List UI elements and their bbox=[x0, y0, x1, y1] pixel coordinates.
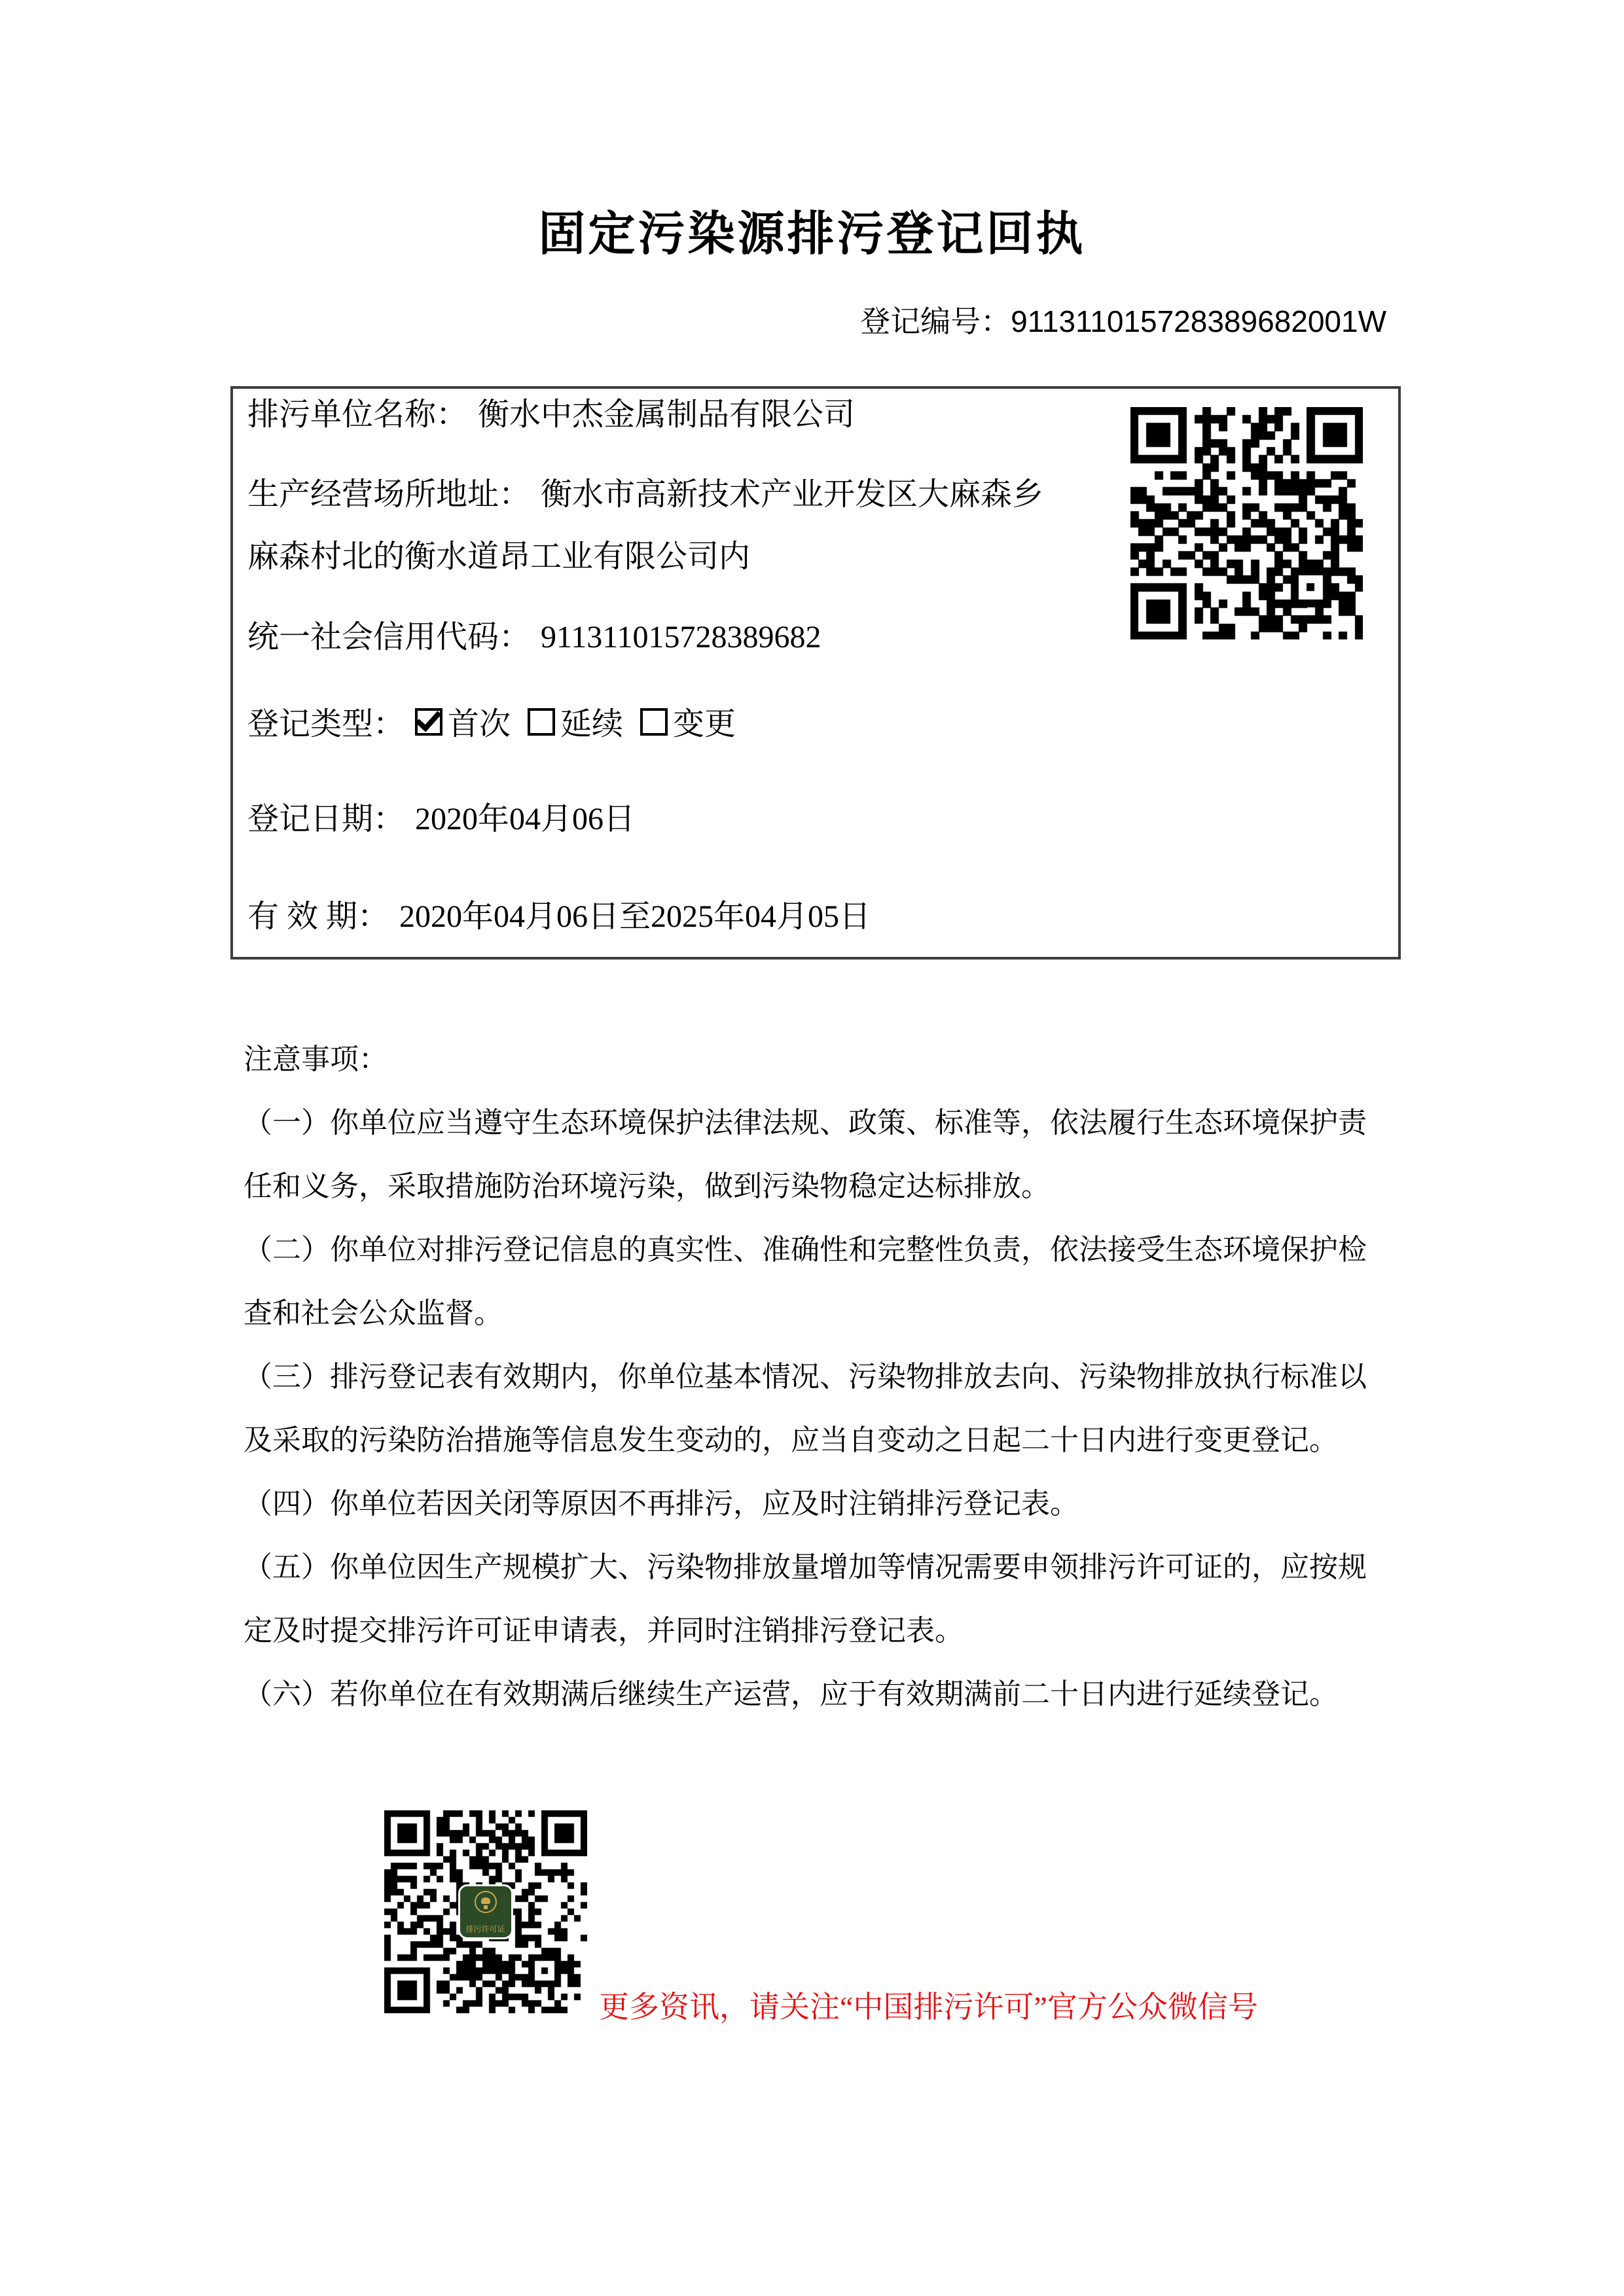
validity-period-row bbox=[247, 901, 871, 933]
address-row bbox=[247, 479, 1043, 511]
notes-heading: 注意事项： bbox=[244, 1043, 388, 1075]
validity-period-label: 有 效 期： bbox=[247, 899, 389, 934]
unit-name-value: 衡水中杰金属制品有限公司 bbox=[478, 397, 856, 432]
registration-number-label: 登记编号： bbox=[860, 304, 1011, 338]
registration-type-row bbox=[247, 708, 753, 740]
address-row-line2 bbox=[247, 541, 750, 573]
checkbox-checked-icon bbox=[415, 708, 442, 736]
registration-date-value: 2020年04月06日 bbox=[415, 802, 636, 836]
promo-text: 更多资讯，请关注“中国排污许可”官方公众微信号 bbox=[599, 1990, 1258, 2024]
address-value-line1: 衡水市高新技术产业开发区大麻森乡 bbox=[541, 477, 1044, 512]
registration-qr-code bbox=[1130, 407, 1363, 639]
note-line: （一）你单位应当遵守生态环境保护法律法规、政策、标准等，依法履行生态环境保护责 bbox=[244, 1107, 1367, 1139]
note-line: （三）排污登记表有效期内，你单位基本情况、污染物排放去向、污染物排放执行标准以 bbox=[244, 1361, 1367, 1393]
registration-type-label: 登记类型： bbox=[247, 707, 405, 742]
address-value-line2: 麻森村北的衡水道昂工业有限公司内 bbox=[247, 539, 751, 574]
registration-type-option-first-label: 首次 bbox=[448, 707, 511, 742]
credit-code-value: 911311015728389682 bbox=[541, 620, 821, 655]
registration-number bbox=[860, 306, 1386, 336]
credit-code-label: 统一社会信用代码： bbox=[247, 620, 531, 655]
registration-type-option-change-label: 变更 bbox=[673, 707, 736, 742]
note-line: 查和社会公众监督。 bbox=[244, 1297, 503, 1329]
note-line: （五）你单位因生产规模扩大、污染物排放量增加等情况需要申领排污许可证的，应按规 bbox=[244, 1551, 1367, 1583]
wechat-qr-logo-text: 排污许可证 bbox=[466, 1924, 505, 1934]
registration-date-label: 登记日期： bbox=[247, 802, 405, 836]
validity-period-value: 2020年04月06日至2025年04月05日 bbox=[399, 899, 871, 934]
note-line: （四）你单位若因关闭等原因不再排污，应及时注销排污登记表。 bbox=[244, 1488, 1079, 1520]
credit-code-row bbox=[247, 622, 821, 653]
registration-type-option-renewal bbox=[528, 707, 623, 742]
registration-date-row bbox=[247, 804, 635, 835]
page-title: 固定污染源排污登记回执 bbox=[538, 208, 1086, 260]
wechat-qr-logo bbox=[458, 1884, 513, 1939]
registration-type-option-renewal-label: 延续 bbox=[560, 707, 624, 742]
registration-type-option-change bbox=[640, 707, 736, 742]
address-label: 生产经营场所地址： bbox=[247, 477, 531, 512]
checkbox-icon bbox=[640, 708, 668, 736]
note-line: 及采取的污染防治措施等信息发生变动的，应当自变动之日起二十日内进行变更登记。 bbox=[244, 1424, 1338, 1456]
note-line: 定及时提交排污许可证申请表，并同时注销排污登记表。 bbox=[244, 1615, 964, 1647]
notes-section bbox=[244, 1028, 1396, 1726]
unit-name-row bbox=[247, 399, 855, 431]
note-line: （六）若你单位在有效期满后继续生产运营，应于有效期满前二十日内进行延续登记。 bbox=[244, 1678, 1338, 1710]
checkbox-icon bbox=[528, 708, 555, 736]
note-line: （二）你单位对排污登记信息的真实性、准确性和完整性负责，依法接受生态环境保护检 bbox=[244, 1234, 1367, 1266]
unit-name-label: 排污单位名称： bbox=[247, 397, 468, 432]
registration-number-value: 911311015728389682001W bbox=[1011, 304, 1386, 338]
permit-emblem-icon bbox=[475, 1891, 497, 1913]
registration-type-option-first bbox=[415, 707, 511, 742]
note-line: 任和义务，采取措施防治环境污染，做到污染物稳定达标排放。 bbox=[244, 1170, 1050, 1202]
